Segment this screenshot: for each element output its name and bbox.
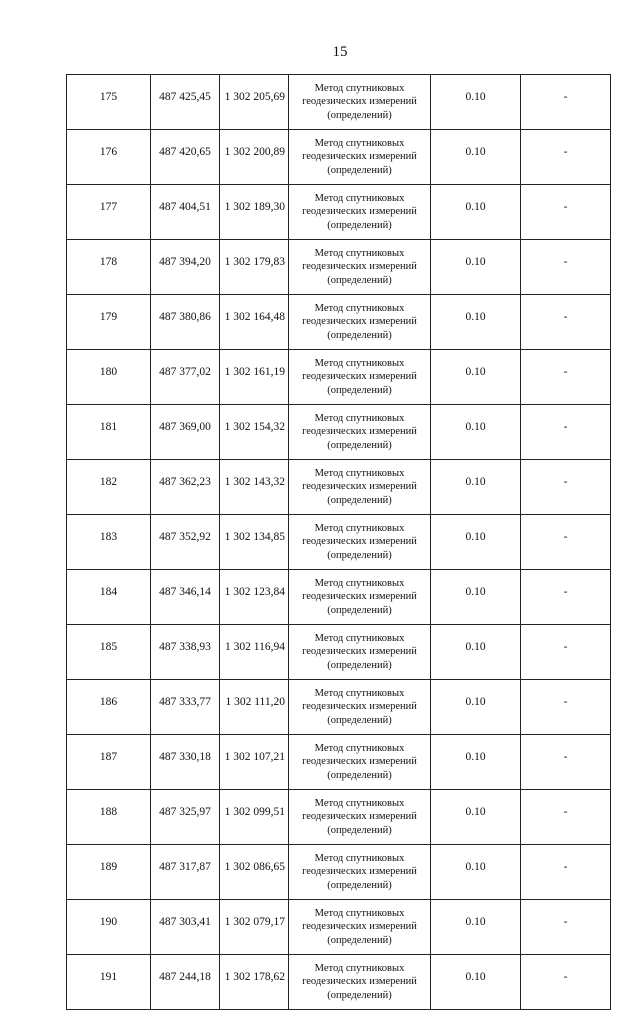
accuracy-cell: 0.10 — [431, 900, 521, 955]
method-cell — [289, 515, 431, 570]
method-line: Метод спутниковых — [314, 797, 405, 809]
point-number-cell: 176 — [67, 130, 151, 185]
method-line: геодезических измерений — [302, 371, 417, 383]
method-line: (определений) — [327, 989, 392, 1001]
coordinates-table — [66, 74, 611, 1010]
note-cell: - — [521, 845, 611, 900]
point-number-cell: 187 — [67, 735, 151, 790]
table-row — [67, 460, 611, 515]
y-coordinate-cell: 1 302 111,20 — [220, 680, 289, 735]
note-cell: - — [521, 130, 611, 185]
table-row — [67, 955, 611, 1010]
method-cell — [289, 75, 431, 130]
method-cell — [289, 570, 431, 625]
point-number-cell: 190 — [67, 900, 151, 955]
table-row — [67, 295, 611, 350]
method-line: геодезических измерений — [302, 701, 417, 713]
x-coordinate-cell: 487 369,00 — [151, 405, 220, 460]
method-line: (определений) — [327, 439, 392, 451]
method-line: (определений) — [327, 164, 392, 176]
y-coordinate-cell: 1 302 143,32 — [220, 460, 289, 515]
method-line: геодезических измерений — [302, 151, 417, 163]
y-coordinate-cell: 1 302 154,32 — [220, 405, 289, 460]
x-coordinate-cell: 487 346,14 — [151, 570, 220, 625]
table-row — [67, 75, 611, 130]
x-coordinate-cell: 487 362,23 — [151, 460, 220, 515]
method-line: (определений) — [327, 329, 392, 341]
point-number-cell: 177 — [67, 185, 151, 240]
point-number-cell: 184 — [67, 570, 151, 625]
note-cell: - — [521, 240, 611, 295]
x-coordinate-cell: 487 377,02 — [151, 350, 220, 405]
method-line: Метод спутниковых — [314, 907, 405, 919]
note-cell: - — [521, 350, 611, 405]
point-number-cell: 179 — [67, 295, 151, 350]
table-row — [67, 570, 611, 625]
point-number-cell: 178 — [67, 240, 151, 295]
method-line: Метод спутниковых — [314, 742, 405, 754]
accuracy-cell: 0.10 — [431, 790, 521, 845]
method-line: (определений) — [327, 714, 392, 726]
method-line: геодезических измерений — [302, 591, 417, 603]
table-row — [67, 625, 611, 680]
table-row — [67, 790, 611, 845]
table-row — [67, 735, 611, 790]
point-number-cell: 181 — [67, 405, 151, 460]
method-line: Метод спутниковых — [314, 522, 405, 534]
method-line: Метод спутниковых — [314, 247, 405, 259]
x-coordinate-cell: 487 380,86 — [151, 295, 220, 350]
method-line: Метод спутниковых — [314, 82, 405, 94]
x-coordinate-cell: 487 330,18 — [151, 735, 220, 790]
method-line: Метод спутниковых — [314, 467, 405, 479]
table-row — [67, 845, 611, 900]
y-coordinate-cell: 1 302 205,69 — [220, 75, 289, 130]
method-line: геодезических измерений — [302, 206, 417, 218]
method-cell — [289, 185, 431, 240]
accuracy-cell: 0.10 — [431, 570, 521, 625]
x-coordinate-cell: 487 420,65 — [151, 130, 220, 185]
page-number: 15 — [332, 44, 348, 60]
point-number-cell: 188 — [67, 790, 151, 845]
method-line: (определений) — [327, 109, 392, 121]
method-line: геодезических измерений — [302, 646, 417, 658]
y-coordinate-cell: 1 302 086,65 — [220, 845, 289, 900]
method-line: (определений) — [327, 219, 392, 231]
method-line: (определений) — [327, 384, 392, 396]
method-line: геодезических измерений — [302, 921, 417, 933]
y-coordinate-cell: 1 302 134,85 — [220, 515, 289, 570]
accuracy-cell: 0.10 — [431, 460, 521, 515]
method-line: Метод спутниковых — [314, 687, 405, 699]
method-cell — [289, 295, 431, 350]
x-coordinate-cell: 487 325,97 — [151, 790, 220, 845]
method-line: (определений) — [327, 549, 392, 561]
method-cell — [289, 625, 431, 680]
method-line: геодезических измерений — [302, 261, 417, 273]
table-row — [67, 900, 611, 955]
method-line: (определений) — [327, 769, 392, 781]
table-row — [67, 350, 611, 405]
note-cell: - — [521, 625, 611, 680]
y-coordinate-cell: 1 302 079,17 — [220, 900, 289, 955]
table-row — [67, 240, 611, 295]
point-number-cell: 175 — [67, 75, 151, 130]
accuracy-cell: 0.10 — [431, 955, 521, 1010]
y-coordinate-cell: 1 302 200,89 — [220, 130, 289, 185]
note-cell: - — [521, 735, 611, 790]
method-line: геодезических измерений — [302, 481, 417, 493]
y-coordinate-cell: 1 302 107,21 — [220, 735, 289, 790]
point-number-cell: 182 — [67, 460, 151, 515]
method-cell — [289, 680, 431, 735]
x-coordinate-cell: 487 338,93 — [151, 625, 220, 680]
x-coordinate-cell: 487 333,77 — [151, 680, 220, 735]
method-cell — [289, 350, 431, 405]
method-line: геодезических измерений — [302, 316, 417, 328]
x-coordinate-cell: 487 404,51 — [151, 185, 220, 240]
x-coordinate-cell: 487 303,41 — [151, 900, 220, 955]
note-cell: - — [521, 295, 611, 350]
note-cell: - — [521, 570, 611, 625]
method-line: геодезических измерений — [302, 756, 417, 768]
accuracy-cell: 0.10 — [431, 735, 521, 790]
x-coordinate-cell: 487 425,45 — [151, 75, 220, 130]
accuracy-cell: 0.10 — [431, 845, 521, 900]
method-line: (определений) — [327, 934, 392, 946]
y-coordinate-cell: 1 302 099,51 — [220, 790, 289, 845]
table-row — [67, 680, 611, 735]
table-row — [67, 405, 611, 460]
method-line: Метод спутниковых — [314, 962, 405, 974]
method-line: (определений) — [327, 604, 392, 616]
method-line: геодезических измерений — [302, 866, 417, 878]
point-number-cell: 191 — [67, 955, 151, 1010]
note-cell: - — [521, 185, 611, 240]
coordinates-table-body — [67, 75, 611, 1010]
note-cell: - — [521, 900, 611, 955]
table-row — [67, 515, 611, 570]
point-number-cell: 180 — [67, 350, 151, 405]
accuracy-cell: 0.10 — [431, 185, 521, 240]
accuracy-cell: 0.10 — [431, 295, 521, 350]
method-cell — [289, 900, 431, 955]
method-cell — [289, 405, 431, 460]
note-cell: - — [521, 515, 611, 570]
note-cell: - — [521, 955, 611, 1010]
note-cell: - — [521, 790, 611, 845]
y-coordinate-cell: 1 302 178,62 — [220, 955, 289, 1010]
note-cell: - — [521, 460, 611, 515]
point-number-cell: 183 — [67, 515, 151, 570]
table-row — [67, 185, 611, 240]
method-line: геодезических измерений — [302, 426, 417, 438]
method-line: Метод спутниковых — [314, 302, 405, 314]
method-cell — [289, 735, 431, 790]
table-row — [67, 130, 611, 185]
y-coordinate-cell: 1 302 164,48 — [220, 295, 289, 350]
method-cell — [289, 460, 431, 515]
method-cell — [289, 790, 431, 845]
accuracy-cell: 0.10 — [431, 680, 521, 735]
method-line: Метод спутниковых — [314, 137, 405, 149]
method-line: геодезических измерений — [302, 811, 417, 823]
note-cell: - — [521, 680, 611, 735]
method-line: (определений) — [327, 494, 392, 506]
method-line: Метод спутниковых — [314, 357, 405, 369]
y-coordinate-cell: 1 302 179,83 — [220, 240, 289, 295]
method-line: (определений) — [327, 879, 392, 891]
method-line: Метод спутниковых — [314, 192, 405, 204]
note-cell: - — [521, 405, 611, 460]
x-coordinate-cell: 487 352,92 — [151, 515, 220, 570]
method-line: Метод спутниковых — [314, 577, 405, 589]
x-coordinate-cell: 487 317,87 — [151, 845, 220, 900]
method-cell — [289, 955, 431, 1010]
point-number-cell: 189 — [67, 845, 151, 900]
accuracy-cell: 0.10 — [431, 240, 521, 295]
method-cell — [289, 240, 431, 295]
method-line: (определений) — [327, 659, 392, 671]
accuracy-cell: 0.10 — [431, 130, 521, 185]
point-number-cell: 186 — [67, 680, 151, 735]
method-line: геодезических измерений — [302, 976, 417, 988]
point-number-cell: 185 — [67, 625, 151, 680]
y-coordinate-cell: 1 302 161,19 — [220, 350, 289, 405]
method-line: (определений) — [327, 824, 392, 836]
accuracy-cell: 0.10 — [431, 625, 521, 680]
method-cell — [289, 130, 431, 185]
method-line: Метод спутниковых — [314, 852, 405, 864]
y-coordinate-cell: 1 302 116,94 — [220, 625, 289, 680]
method-line: геодезических измерений — [302, 96, 417, 108]
x-coordinate-cell: 487 244,18 — [151, 955, 220, 1010]
y-coordinate-cell: 1 302 189,30 — [220, 185, 289, 240]
method-line: Метод спутниковых — [314, 632, 405, 644]
y-coordinate-cell: 1 302 123,84 — [220, 570, 289, 625]
method-line: геодезических измерений — [302, 536, 417, 548]
method-cell — [289, 845, 431, 900]
note-cell: - — [521, 75, 611, 130]
x-coordinate-cell: 487 394,20 — [151, 240, 220, 295]
method-line: Метод спутниковых — [314, 412, 405, 424]
accuracy-cell: 0.10 — [431, 405, 521, 460]
accuracy-cell: 0.10 — [431, 350, 521, 405]
accuracy-cell: 0.10 — [431, 515, 521, 570]
accuracy-cell: 0.10 — [431, 75, 521, 130]
method-line: (определений) — [327, 274, 392, 286]
